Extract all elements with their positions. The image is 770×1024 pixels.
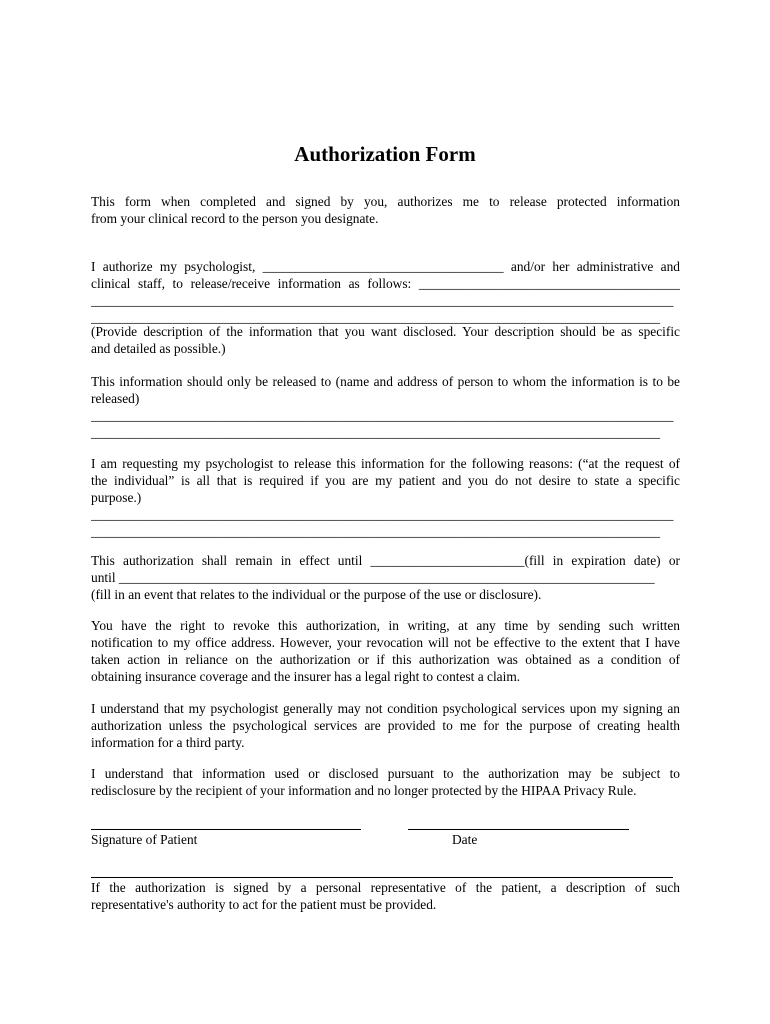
representative-signature-line[interactable] xyxy=(91,877,673,878)
reasons-line: purpose.) xyxy=(91,490,142,505)
intro-paragraph xyxy=(91,193,680,227)
condition-paragraph xyxy=(91,700,680,751)
representative-paragraph xyxy=(91,879,680,913)
effect-line: (fill in an event that relates to the individual or the purpose of the use or disclosure). xyxy=(91,587,542,602)
condition-line: authorization unless the psychological services are provided to me for the purpose of creating health xyxy=(91,718,680,733)
date-line[interactable] xyxy=(408,829,629,830)
condition-line: information for a third party. xyxy=(91,735,245,750)
redisclosure-paragraph xyxy=(91,765,680,799)
representative-line: If the authorization is signed by a personal representative of the patient, a description of such xyxy=(91,880,680,895)
revoke-line: obtaining insurance coverage and the insurer has a legal right to contest a claim. xyxy=(91,669,521,684)
reasons-line: the individual” is all that is required if you are my patient and you do not desire to state a specific xyxy=(91,473,680,488)
info-blank-line[interactable]: _____________________________________________________________________________________ xyxy=(91,310,661,325)
reasons-paragraph xyxy=(91,455,680,540)
release-to-paragraph xyxy=(91,373,680,441)
authorize-line[interactable]: I authorize my psychologist, ____________________________________ and/or her administrative and xyxy=(91,259,680,274)
redisclosure-line: redisclosure by the recipient of your information and no longer protected by the HIPAA Privacy Rule. xyxy=(91,783,637,798)
revoke-line: You have the right to revoke this authorization, in writing, at any time by sending such written xyxy=(91,618,680,633)
revoke-line: notification to my office address. However, your revocation will not be effective to the extent that I have xyxy=(91,635,680,650)
release-to-line: This information should only be released to (name and address of person to whom the information is to be xyxy=(91,374,680,389)
authorize-line[interactable]: clinical staff, to release/receive information as follows: _______________________________________ xyxy=(91,276,680,291)
authorize-paragraph xyxy=(91,258,680,326)
describe-paragraph xyxy=(91,323,680,357)
effect-paragraph xyxy=(91,552,680,603)
signature-of-patient-label: Signature of Patient xyxy=(91,832,198,847)
describe-line: and detailed as possible.) xyxy=(91,341,226,356)
release-to-line: released) xyxy=(91,391,140,406)
revoke-paragraph xyxy=(91,617,680,685)
info-blank-line[interactable]: _______________________________________________________________________________________ xyxy=(91,293,674,308)
revoke-line: taken action in reliance on the authorization or if this authorization was obtained as a condition of xyxy=(91,652,680,667)
date-label: Date xyxy=(452,832,478,847)
patient-signature-line[interactable] xyxy=(91,829,361,830)
effect-line[interactable]: This authorization shall remain in effect until _______________________(fill in expiration date) or xyxy=(91,553,680,568)
recipient-blank-line[interactable]: _______________________________________________________________________________________ xyxy=(91,408,674,423)
recipient-blank-line[interactable]: _____________________________________________________________________________________ xyxy=(91,425,661,440)
describe-line: (Provide description of the information that you want disclosed. Your description should be as specific xyxy=(91,324,680,339)
condition-line: I understand that my psychologist generally may not condition psychological services upon my signing an xyxy=(91,701,680,716)
intro-line: from your clinical record to the person you designate. xyxy=(91,211,379,226)
reasons-blank-line[interactable]: _______________________________________________________________________________________ xyxy=(91,507,674,522)
reasons-blank-line[interactable]: _____________________________________________________________________________________ xyxy=(91,524,661,539)
intro-line: This form when completed and signed by you, authorizes me to release protected information xyxy=(91,194,680,209)
page-title: Authorization Form xyxy=(294,142,476,166)
effect-line[interactable]: until ________________________________________________________________________________ xyxy=(91,570,655,585)
reasons-line: I am requesting my psychologist to release this information for the following reasons: (“at the request of xyxy=(91,456,680,471)
redisclosure-line: I understand that information used or disclosed pursuant to the authorization may be subject to xyxy=(91,766,680,781)
representative-line: representative's authority to act for the patient must be provided. xyxy=(91,897,437,912)
